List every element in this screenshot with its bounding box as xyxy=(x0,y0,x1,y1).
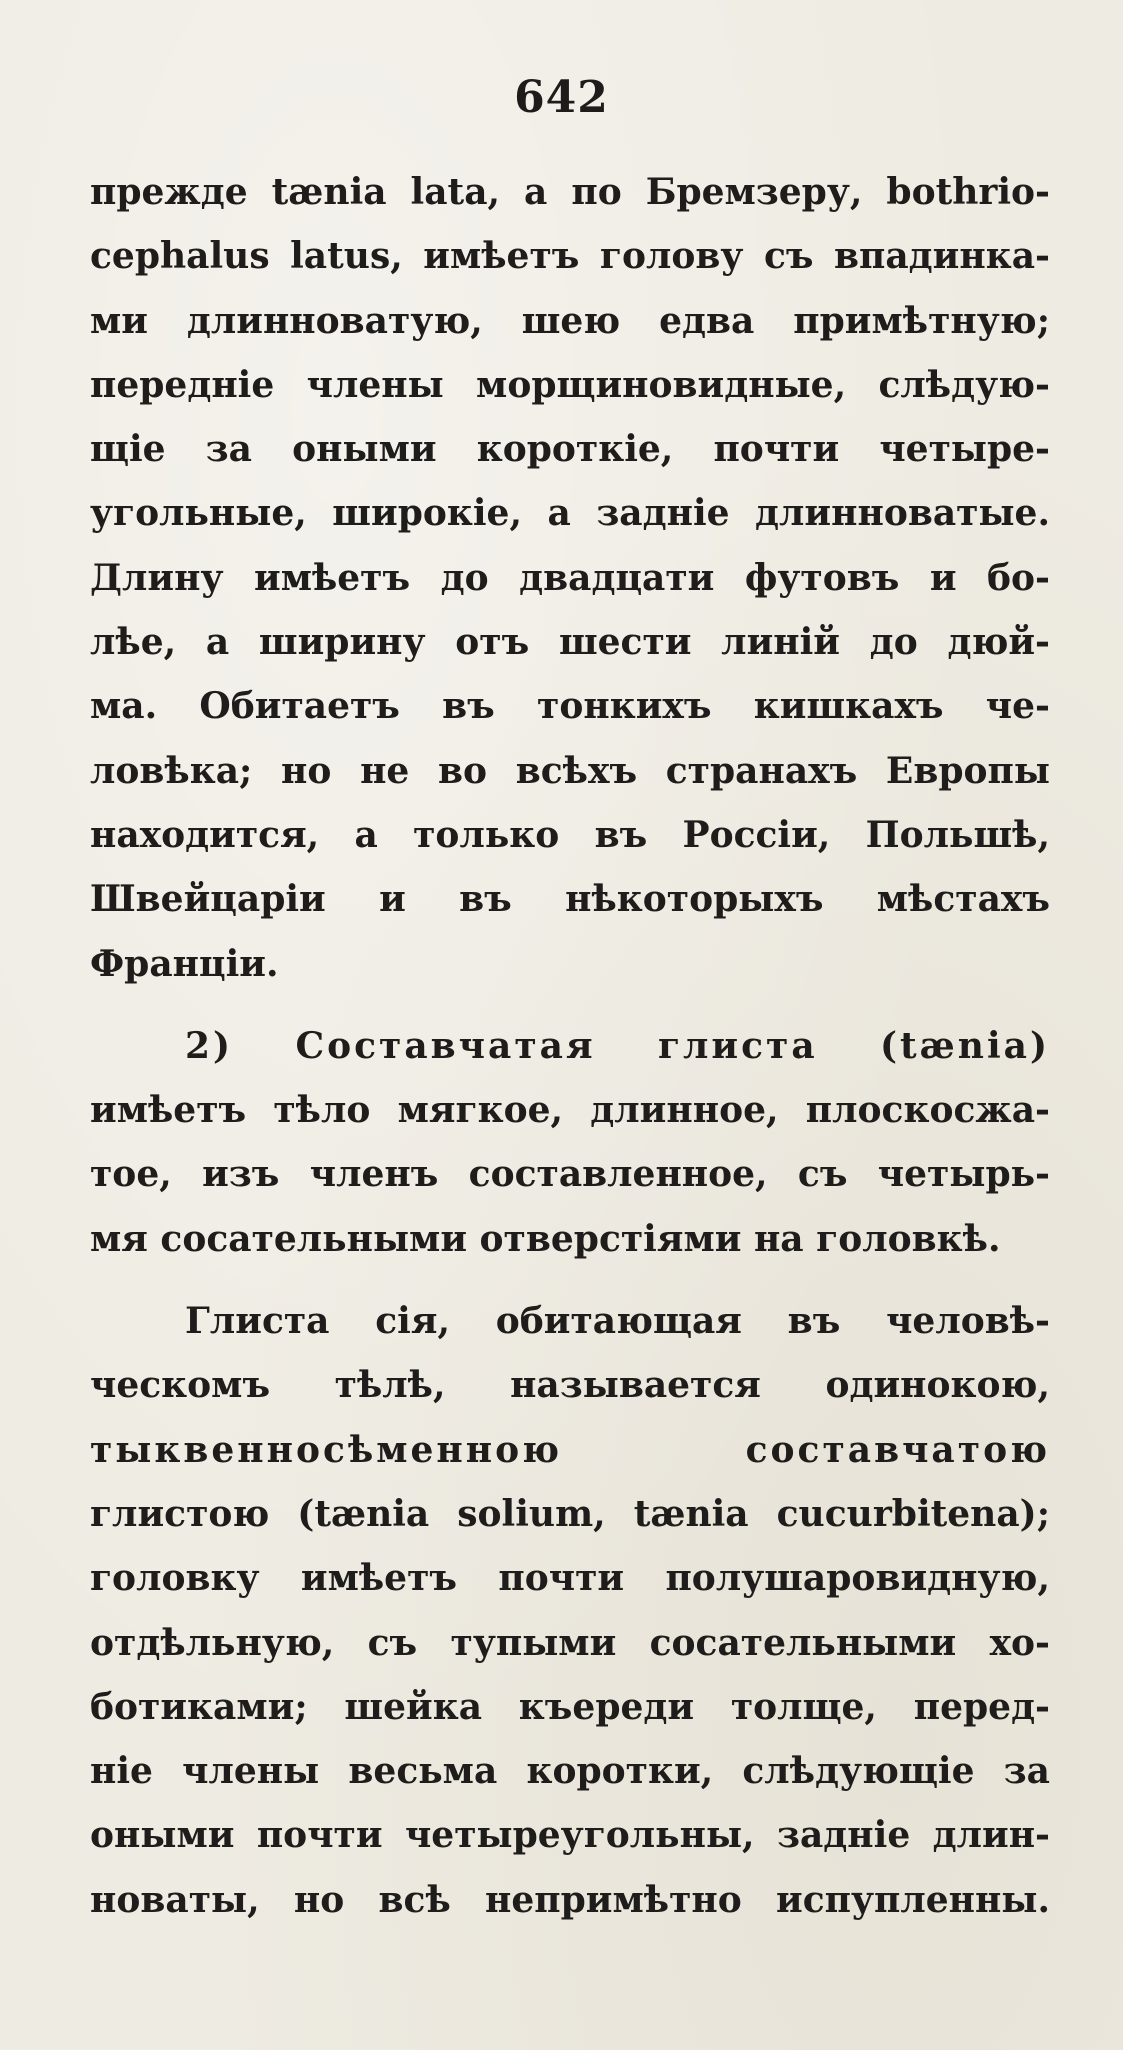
text-line: передніе члены морщиновидные, слѣдую- xyxy=(90,363,1050,406)
text-line: лѣе, а ширину отъ шести линій до дюй- xyxy=(90,621,1050,664)
page-number: 642 xyxy=(514,72,609,123)
text-line: имѣетъ тѣло мягкое, длинное, плоскосжа- xyxy=(90,1089,1050,1132)
text-line: новаты, но всѣ непримѣтно испупленны. xyxy=(90,1878,1050,1921)
text-line: ма. Обитаетъ въ тонкихъ кишкахъ че- xyxy=(90,685,1050,728)
paragraph-gap xyxy=(90,1271,1050,1289)
text-line: cephalus latus, имѣетъ голову съ впадинка- xyxy=(90,235,1050,278)
text-line: Франціи. xyxy=(90,942,279,985)
paragraph-1 xyxy=(90,160,1050,996)
text-line: Глиста сія, обитающая въ человѣ- xyxy=(185,1300,1050,1343)
text-line: Швейцаріи и въ нѣкоторыхъ мѣстахъ xyxy=(90,878,1050,921)
paragraph-3 xyxy=(90,1289,1050,1932)
text-line: оными почти четыреугольны, задніе длин- xyxy=(90,1814,1050,1857)
paragraph-gap xyxy=(90,996,1050,1014)
text-line: ми длинноватую, шею едва примѣтную; xyxy=(90,299,1050,342)
text-line: тое, изъ членъ составленное, съ четырь- xyxy=(90,1153,1050,1196)
text-line: находится, а только въ Россіи, Польшѣ, xyxy=(90,813,1050,856)
text-line: ніе члены весьма коротки, слѣдующіе за xyxy=(90,1750,1050,1793)
text-line: ческомъ тѣлѣ, называется одинокою, xyxy=(90,1364,1050,1407)
paragraph-2 xyxy=(90,1014,1050,1271)
text-line: щіе за оными короткіе, почти четыре- xyxy=(90,428,1050,471)
text-line: глистою (tænia solium, tænia cucurbitena); xyxy=(90,1492,1050,1535)
text-line: прежде tænia lata, а по Бремзеру, bothrio- xyxy=(90,171,1050,213)
text-line: отдѣльную, съ тупыми сосательными хо- xyxy=(90,1621,1050,1664)
text-line: мя сосательными отверстіями на головкѣ. xyxy=(90,1217,1001,1260)
text-line: Длину имѣетъ до двадцати футовъ и бо- xyxy=(90,556,1050,599)
body-text xyxy=(90,160,1050,1932)
text-line: угольные, широкіе, а задніе длинноватые. xyxy=(90,492,1050,535)
text-line: ботиками; шейка къереди толще, перед- xyxy=(90,1685,1050,1728)
text-line: ловѣка; но не во всѣхъ странахъ Европы xyxy=(90,749,1050,792)
text-line: 2) Составчатая глиста (tænia) xyxy=(185,1024,1050,1067)
text-line: головку имѣетъ почти полушаровидную, xyxy=(90,1557,1050,1600)
text-line: тыквенносѣменною составчатою xyxy=(90,1428,1050,1471)
